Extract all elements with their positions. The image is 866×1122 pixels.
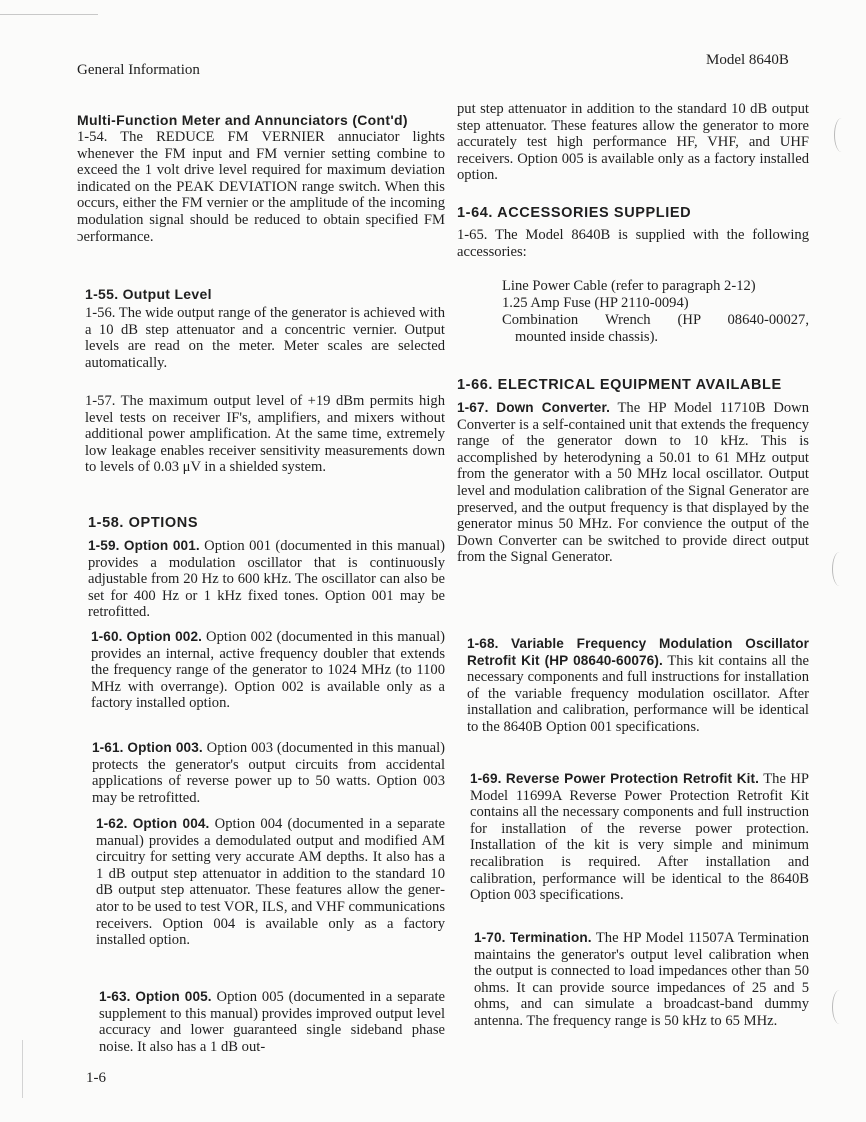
page-number: 1-6 xyxy=(86,1070,106,1086)
para-text: Option 005 (documented in a separate supplement to this manual) provides improved output level accuracy and lower guaranteed single sideband phase noise. It also has a 1 dB out- xyxy=(99,989,446,1055)
model-header: Model 8640B xyxy=(706,52,789,68)
para-title: Option 002. xyxy=(126,629,203,644)
para-text: 1-57. The maximum output level of +19 dBm permits high level tests on receiver IF's, amplifiers, and mixers without additional power amplification. At the same time, extremely low leakage enables receiver sensitivity measurements down to levels of 0.03 μV in a shielded system. xyxy=(85,393,445,476)
paragraph-1-69 xyxy=(470,771,809,904)
para-number: 1-69. xyxy=(470,771,502,786)
paragraph-1-63 xyxy=(99,989,445,1055)
accessories-list xyxy=(502,278,809,346)
para-title: Termination. xyxy=(509,930,592,945)
section-1-58 xyxy=(88,515,445,532)
para-text: The REDUCE FM VERNIER annuciator lights whenever the FM input and FM vernier setting combine to exceed the 1 volt drive level required for maximum deviation indicated on the PEAK DEVIATION range switch. When this occurs, either the FM vernier or the amplitude of the incoming modulation signal should be reduced to obtain specified FM ɔerformance. xyxy=(77,129,445,245)
section-1-55 xyxy=(77,286,445,303)
heading-meter-annunciators: Multi-Function Meter and Annunciators (Cont'd) xyxy=(77,112,408,128)
section-1-64 xyxy=(457,205,809,222)
para-text: The HP Model 11699A Reverse Power Protection Retrofit Kit contains all the necessary components and full instruction for installation of the reverse power protection. Installation of the kit is very simple and minimum recalibration is required. After installation and calibration, performance will be identical to the 8640B Option 003 specifications. xyxy=(470,771,809,904)
para-title: Option 001. xyxy=(123,538,200,553)
scan-artifact-mark xyxy=(832,990,847,1024)
para-title: Option 003. xyxy=(127,740,203,755)
para-title: Option 004. xyxy=(132,816,210,831)
para-title: Down Converter. xyxy=(496,400,610,415)
para-number: 1-54. xyxy=(77,129,108,145)
heading-options: 1-58. OPTIONS xyxy=(88,515,199,531)
para-number: 1-68. xyxy=(467,636,499,651)
paragraph-1-60 xyxy=(91,629,445,712)
scan-artifact-line xyxy=(0,14,98,15)
section-1-66 xyxy=(457,377,809,394)
list-item: 1.25 Amp Fuse (HP 2110-0094) xyxy=(502,295,689,311)
paragraph-1-63-continued xyxy=(457,101,809,184)
list-item: Line Power Cable (refer to paragraph 2-12) xyxy=(502,278,756,294)
paragraph-1-56 xyxy=(85,305,445,371)
para-number: 1-70. xyxy=(474,930,506,945)
paragraph-1-57 xyxy=(85,393,445,476)
paragraph-1-54 xyxy=(77,112,445,245)
para-text: The HP Model 11710B Down Converter is a self-contained unit that extends the frequency range of the generator down to 10 kHz. This is accomplished by heterodyning a 50.01 to 61 MHz output from the generator with a 50 MHz local oscillator. Output level and modulation calibration of the Signal Generator are preserved, and the output frequency is that displayed by the generator minus 50 MHz. For convience the output of the Down Converter can be switched to provide direct output from the Signal Generator. xyxy=(457,400,809,566)
heading-accessories-supplied: 1-64. ACCESSORIES SUPPLIED xyxy=(457,205,692,221)
heading-output-level: 1-55. Output Level xyxy=(85,286,212,302)
paragraph-1-61 xyxy=(92,740,445,806)
para-number: 1-63. xyxy=(99,989,131,1004)
para-text: Option 002 (documented in this manual) provides an internal, active frequency doubler that extends the frequency range of the generator to 1024 MHz (to 1100 MHz with overrange). Option 002 is available only as a factory installed option. xyxy=(91,629,446,712)
para-text: This kit contains all the necessary components and full instructions for installation of the variable frequency modulation oscillator. After installation and calibration, performance will be identical to the 8640B Option 001 specifications. xyxy=(467,652,809,735)
paragraph-1-62 xyxy=(96,816,445,949)
para-title: Variable Frequency Modulation Oscillator Retrofit Kit (HP 08640-60076). xyxy=(467,636,809,668)
para-text: Option 001 (documented in this manual) provides a modulation oscillator that is continuously adjustable from 20 Hz to 600 kHz. The oscillator can also be set for 400 Hz or 1 kHz fixed tones. Option 001 may be retrofitted. xyxy=(88,538,446,621)
paragraph-1-70 xyxy=(474,930,809,1030)
para-text: Option 003 (documented in this manual) protects the generator's output circuits from accidental applications of reverse power up to 50 watts. Option 003 may be retrofitted. xyxy=(92,740,446,806)
para-number: 1-60. xyxy=(91,629,123,644)
list-item: mounted inside chassis). xyxy=(515,329,659,345)
para-number: 1-67. xyxy=(457,400,489,415)
para-title: Reverse Power Protection Retrofit Kit. xyxy=(505,771,760,786)
para-number: 1-59. xyxy=(88,538,120,553)
paragraph-1-59 xyxy=(88,538,445,621)
scan-artifact-line xyxy=(22,1040,23,1098)
scan-artifact-mark xyxy=(834,118,849,152)
para-text: Option 004 (documented in a separate manual) provides a demodulated output and modified AM circuitry for setting very accurate AM depths. It also has a 1 dB output step attenuator in addition to the standard 10 dB output step attenuator. These features allow the generator to be used to test VOR, ILS, and VHF communications receivers. Option 004 is available only as a factory installed option. xyxy=(96,816,446,949)
heading-electrical-equipment: 1-66. ELECTRICAL EQUIPMENT AVAILABLE xyxy=(457,377,782,393)
para-text: The HP Model 11507A Termination maintains the generator's output level calibration when the output is connected to load impedances other than 50 ohms. It can provide source impedances of 25 and 5 ohms, and can simulate a broadcast-band dummy antenna. The frequency range is 50 kHz to 65 MHz. xyxy=(474,930,810,1029)
paragraph-1-67 xyxy=(457,400,809,566)
scan-artifact-mark xyxy=(832,552,847,586)
list-item: Combination Wrench (HP 08640-00027, xyxy=(502,312,809,328)
para-text: 1-56. The wide output range of the generator is achieved with a 10 dB step attenuator and a concentric vernier. Output levels are read on the meter. Meter scales are selected automatically. xyxy=(85,305,445,371)
section-header: General Information xyxy=(77,62,200,78)
para-title: Option 005. xyxy=(135,989,212,1004)
para-text: put step attenuator in addition to the standard 10 dB output step attenuator. These features allow the generator to more accurately test high performance HF, VHF, and UHF receivers. Option 005 is available only as a factory installed option. xyxy=(457,101,809,184)
para-number: 1-62. xyxy=(96,816,128,831)
para-number: 1-61. xyxy=(92,740,124,755)
paragraph-1-68 xyxy=(467,636,809,736)
paragraph-1-65 xyxy=(457,227,809,260)
para-text: 1-65. The Model 8640B is supplied with the following accessories: xyxy=(457,227,809,260)
